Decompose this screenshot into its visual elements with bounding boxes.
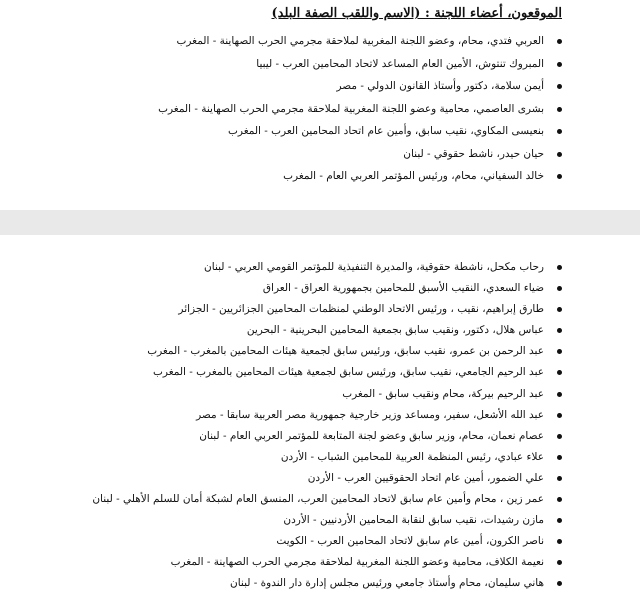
member-text: خالد السفياني، محام، ورئيس المؤتمر العربي العام - المغرب <box>283 170 544 182</box>
bullet-icon <box>557 518 562 523</box>
member-text: رحاب مكحل، ناشطة حقوقية، والمديرة التنفيذية للمؤتمر القومي العربي - لبنان <box>204 261 544 273</box>
list-item <box>92 513 564 534</box>
list-item <box>92 260 564 281</box>
member-text: عبد الرحمن بن عمرو، نقيب سابق، ورئيس سابق لجمعية هيئات المحامين بالمغرب - المغرب <box>147 345 544 358</box>
document-page-2 <box>0 235 640 612</box>
bullet-icon <box>557 62 562 67</box>
bullet-icon <box>557 539 562 544</box>
bullet-icon <box>557 497 562 502</box>
member-text: عبد الرحيم الجامعي، نقيب سابق، ورئيس سابق لجمعية هيئات المحامين بالمغرب - المغرب <box>153 366 544 379</box>
member-text: بشرى العاصمي، محامية وعضو اللجنة المغربية لملاحقة مجرمي الحرب الصهاينة - المغرب <box>158 102 544 115</box>
list-item <box>158 147 564 170</box>
document-page-1 <box>0 0 640 210</box>
list-item <box>158 34 564 57</box>
bullet-icon <box>557 476 562 481</box>
member-text: بنعيسى المكاوي، نقيب سابق، وأمين عام اتحاد المحامين العرب - المغرب <box>228 125 544 137</box>
member-text: المبروك تنتوش، الأمين العام المساعد لاتحاد المحامين العرب - ليبيا <box>256 57 544 70</box>
bullet-icon <box>557 370 562 375</box>
member-text: عباس هلال، دكتور، ونقيب سابق بجمعية المحامين البحرينية - البحرين <box>246 324 544 337</box>
page-separator <box>0 210 640 235</box>
member-text: مازن رشيدات، نقيب سابق لنقابة المحامين الأردنيين - الأردن <box>283 514 544 527</box>
signatories-list-page-2 <box>92 260 564 598</box>
list-item <box>92 387 564 408</box>
bullet-icon <box>557 434 562 439</box>
list-item <box>92 281 564 302</box>
member-text: هاني سليمان، محام وأستاذ جامعي ورئيس مجلس إدارة دار الندوة - لبنان <box>230 577 544 590</box>
member-text: عبد الله الأشعل، سفير، ومساعد وزير خارجية جمهورية مصر العربية سابقا - مصر <box>196 408 544 421</box>
bullet-icon <box>557 349 562 354</box>
member-text: ضياء السعدي، النقيب الأسبق للمحامين بجمهورية العراق - العراق <box>262 282 544 295</box>
bullet-icon <box>557 39 562 44</box>
bullet-icon <box>557 328 562 333</box>
list-item <box>92 429 564 450</box>
bullet-icon <box>557 129 562 134</box>
member-text: العربي فتدي، محام، وعضو اللجنة المغربية لملاحقة مجرمي الحرب الصهاينة - المغرب <box>176 35 544 47</box>
list-item <box>158 79 564 102</box>
list-item <box>92 450 564 471</box>
list-item <box>92 492 564 513</box>
member-text: نعيمة الكلاف، محامية وعضو اللجنة المغربية لملاحقة مجرمي الحرب الصهاينة - المغرب <box>170 556 544 569</box>
bullet-icon <box>557 107 562 112</box>
list-item <box>92 302 564 323</box>
member-text: علاء عبادي، رئيس المنظمة العربية للمحامين الشباب - الأردن <box>280 450 544 463</box>
member-text: عمر زين ، محام وأمين عام سابق لاتحاد المحامين العرب، المنسق العام لشبكة أمان للسلم الأهلي - لبنان <box>92 493 544 506</box>
list-item <box>92 534 564 555</box>
member-text: عبد الرحيم بيركة، محام ونقيب سابق - المغرب <box>342 387 544 400</box>
signatories-heading: الموقعون، أعضاء اللجنة : (الاسم واللقب الصفة البلد) <box>271 6 562 21</box>
member-text: أيمن سلامة، دكتور وأستاذ القانون الدولي - مصر <box>336 80 544 92</box>
list-item <box>158 57 564 80</box>
bullet-icon <box>557 286 562 291</box>
bullet-icon <box>557 265 562 270</box>
list-item <box>158 169 564 192</box>
bullet-icon <box>557 307 562 312</box>
list-item <box>92 323 564 344</box>
bullet-icon <box>557 581 562 586</box>
list-item <box>92 555 564 576</box>
member-text: عصام نعمان، محام، وزير سابق وعضو لجنة المتابعة للمؤتمر العربي العام - لبنان <box>199 429 544 442</box>
member-text: ناصر الكرون، أمين عام سابق لاتحاد المحامين العرب - الكويت <box>276 535 544 548</box>
bullet-icon <box>557 84 562 89</box>
list-item <box>158 124 564 147</box>
member-text: طارق إبراهيم، نقيب ، ورئيس الاتحاد الوطني لمنظمات المحامين الجزائريين - الجزائر <box>178 303 544 316</box>
member-text: حيان حيدر، ناشط حقوقي - لبنان <box>403 147 544 160</box>
bullet-icon <box>557 392 562 397</box>
list-item <box>92 471 564 492</box>
list-item <box>92 344 564 365</box>
list-item <box>158 102 564 125</box>
list-item <box>92 365 564 386</box>
member-text: علي الضمور، أمين عام اتحاد الحقوقيين العرب - الأردن <box>307 471 544 484</box>
list-item <box>92 408 564 429</box>
bullet-icon <box>557 413 562 418</box>
list-item <box>92 576 564 597</box>
bullet-icon <box>557 174 562 179</box>
signatories-list-page-1 <box>158 34 564 192</box>
bullet-icon <box>557 560 562 565</box>
bullet-icon <box>557 455 562 460</box>
bullet-icon <box>557 152 562 157</box>
